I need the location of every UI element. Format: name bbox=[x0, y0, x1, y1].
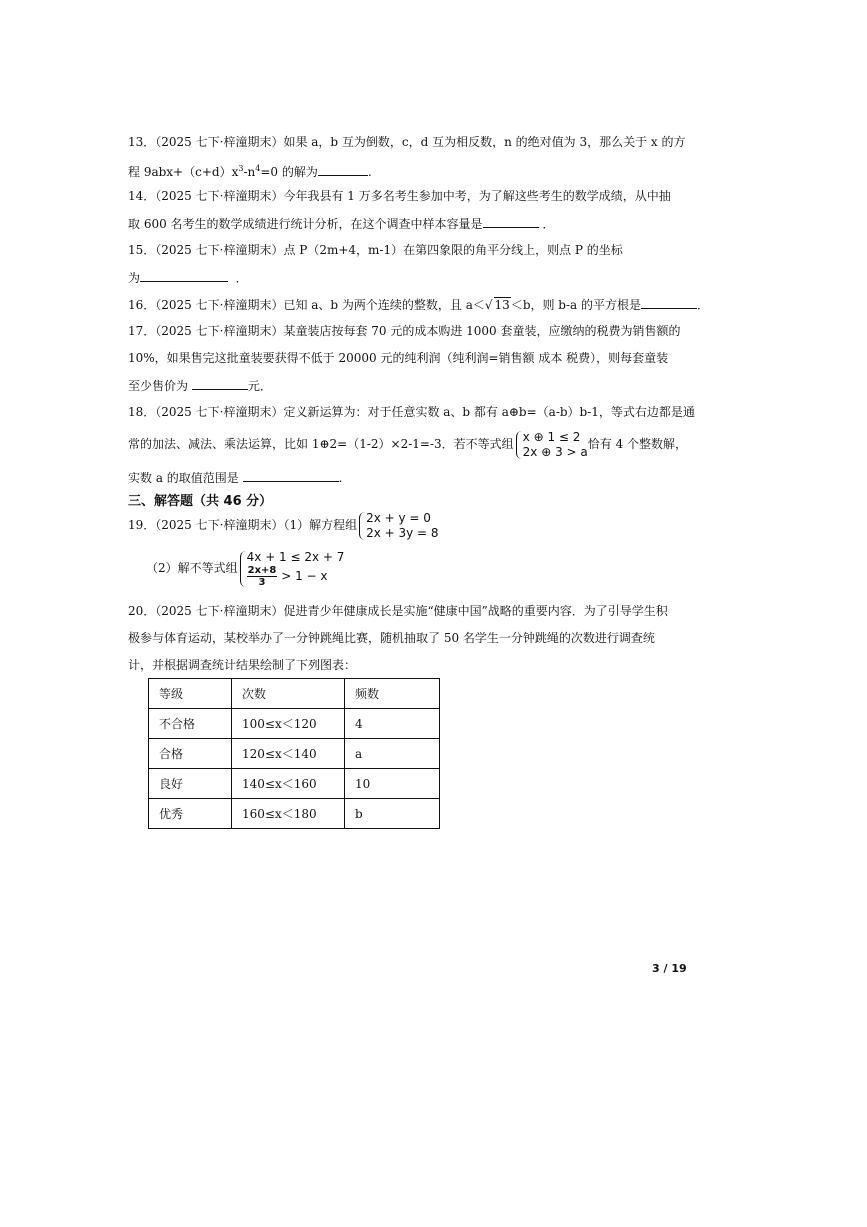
q14-line1: 14．（2025 七下·梓潼期末）今年我县有 1 万多名考生参加中考，为了解这些考生的数学成绩，从中抽 bbox=[128, 189, 671, 203]
q13-text-post: =0 的解为 bbox=[260, 165, 318, 179]
q19-eq-2: 2x + 3y = 8 bbox=[366, 525, 439, 540]
q17-answer-blank[interactable] bbox=[192, 377, 248, 390]
table-header-row bbox=[149, 679, 440, 709]
q14-answer-blank[interactable] bbox=[483, 215, 539, 228]
table-row bbox=[149, 769, 440, 799]
q18-text-3: 实数 a 的取值范围是 bbox=[128, 471, 239, 485]
table-cell: 10 bbox=[345, 769, 440, 799]
q18-answer-blank[interactable] bbox=[243, 469, 339, 482]
q16-end: ． bbox=[697, 298, 710, 312]
q15-answer-blank[interactable] bbox=[140, 269, 228, 282]
q17-line3 bbox=[128, 377, 272, 394]
section-heading: 三、解答题（共 46 分） bbox=[128, 494, 273, 509]
q13-text: 程 9abx+（c+d）x bbox=[128, 165, 239, 179]
q18-end: . bbox=[338, 471, 343, 485]
q19-ineq-1: 4x + 1 ≤ 2x + 7 bbox=[246, 549, 345, 564]
q18-line3 bbox=[128, 469, 342, 486]
q14-end: ． bbox=[542, 217, 555, 231]
table-cell: b bbox=[345, 799, 440, 829]
fraction-numerator: 2x+8 bbox=[247, 564, 277, 576]
q15-line1: 15．（2025 七下·梓潼期末）点 P（2m+4，m-1）在第四象限的角平分线上，则点 P 的坐标 bbox=[128, 243, 623, 257]
q17-line1: 17．（2025 七下·梓潼期末）某童装店按每套 70 元的成本购进 1000 套童装，应缴纳的税费为销售额的 bbox=[128, 324, 681, 338]
sqrt-radicand: 13 bbox=[494, 298, 510, 312]
table-header: 次数 bbox=[232, 679, 345, 709]
q16-text-post: ＜b，则 b-a 的平方根是 bbox=[510, 298, 642, 312]
q13-text-mid: -n bbox=[243, 165, 256, 179]
q13-answer-blank[interactable] bbox=[318, 163, 368, 176]
q17-line2: 10%，如果售完这批童装要获得不低于 20000 元的纯利润（纯利润=销售额 成本 税费），则每套童装 bbox=[128, 351, 669, 365]
q16-text: 16．（2025 七下·梓潼期末）已知 a、b 为两个连续的整数，且 a＜ bbox=[128, 298, 485, 312]
q18-line1: 18．（2025 七下·梓潼期末）定义新运算为：对于任意实数 a、b 都有 a⊕b=（a-b）b-1，等式右边都是通 bbox=[128, 405, 695, 419]
table-cell: 良好 bbox=[149, 769, 232, 799]
table-header: 频数 bbox=[345, 679, 440, 709]
table-header: 等级 bbox=[149, 679, 232, 709]
q19-inequality-system bbox=[238, 550, 345, 588]
frequency-table bbox=[148, 678, 440, 829]
q16-answer-blank[interactable] bbox=[641, 296, 697, 309]
q13-exp1: 3 bbox=[238, 164, 244, 173]
q13-end: . bbox=[367, 165, 372, 179]
q19-part2 bbox=[146, 548, 344, 588]
table-cell: 不合格 bbox=[149, 709, 232, 739]
q18-text: 常的加法、减法、乘法运算，比如 1⊕2=（1-2）×2-1=-3．若不等式组 bbox=[128, 437, 514, 451]
q19-ineq-2-rhs: > 1 − x bbox=[281, 568, 328, 583]
q13-line1: 13．（2025 七下·梓潼期末）如果 a，b 互为倒数，c，d 互为相反数，n 的绝对值为 3，那么关于 x 的方 bbox=[128, 135, 686, 149]
table-cell: 120≤x＜140 bbox=[232, 739, 345, 769]
q15-text: 为 bbox=[128, 271, 141, 285]
q18-text-post: 恰有 4 个整数解， bbox=[587, 437, 688, 451]
table-cell: 100≤x＜120 bbox=[232, 709, 345, 739]
q20-line1: 20．（2025 七下·梓潼期末）促进青少年健康成长是实施“健康中国”战略的重要内容．为了引导学生积 bbox=[128, 604, 668, 618]
sqrt-sign: √ bbox=[484, 298, 493, 312]
table-cell: 4 bbox=[345, 709, 440, 739]
table-cell: 140≤x＜160 bbox=[232, 769, 345, 799]
q17-text: 至少售价为 bbox=[128, 379, 189, 393]
table-cell: a bbox=[345, 739, 440, 769]
q19-part2-text: （2）解不等式组 bbox=[146, 561, 238, 575]
q18-ineq-2: 2x ⊕ 3 > a bbox=[522, 444, 588, 459]
q15-end: ． bbox=[235, 271, 248, 285]
q19-ineq-2 bbox=[247, 565, 345, 588]
fraction-denominator: 3 bbox=[258, 576, 266, 588]
q18-ineq-1: x ⊕ 1 ≤ 2 bbox=[522, 429, 581, 444]
q19-text: 19．（2025 七下·梓潼期末）（1）解方程组 bbox=[128, 518, 358, 532]
q13-exp2: 4 bbox=[255, 164, 261, 173]
page-number: 3 / 19 bbox=[652, 962, 687, 975]
q13-line2 bbox=[128, 161, 372, 180]
q14-text: 取 600 名考生的数学成绩进行统计分析，在这个调查中样本容量是 bbox=[128, 217, 483, 231]
q20-line3: 计，并根据调查统计结果绘制了下列图表： bbox=[128, 658, 357, 672]
table-cell: 优秀 bbox=[149, 799, 232, 829]
table-cell: 160≤x＜180 bbox=[232, 799, 345, 829]
q19-eq-1: 2x + y = 0 bbox=[366, 510, 431, 525]
q18-line2 bbox=[128, 428, 687, 460]
table-row bbox=[149, 709, 440, 739]
table-row bbox=[149, 739, 440, 769]
table-row bbox=[149, 799, 440, 829]
table-cell: 合格 bbox=[149, 739, 232, 769]
q15-line2 bbox=[128, 269, 248, 286]
q16-line bbox=[128, 296, 709, 313]
q19-part1 bbox=[128, 508, 439, 542]
q17-end: 元． bbox=[247, 379, 272, 393]
q14-line2 bbox=[128, 215, 554, 232]
q20-line2: 极参与体育运动，某校举办了一分钟跳绳比赛，随机抽取了 50 名学生一分钟跳绳的次数进行调查统 bbox=[128, 631, 655, 645]
q18-inequality-system bbox=[514, 430, 588, 460]
q19-fraction bbox=[247, 565, 278, 588]
q19-equation-system bbox=[357, 511, 438, 541]
